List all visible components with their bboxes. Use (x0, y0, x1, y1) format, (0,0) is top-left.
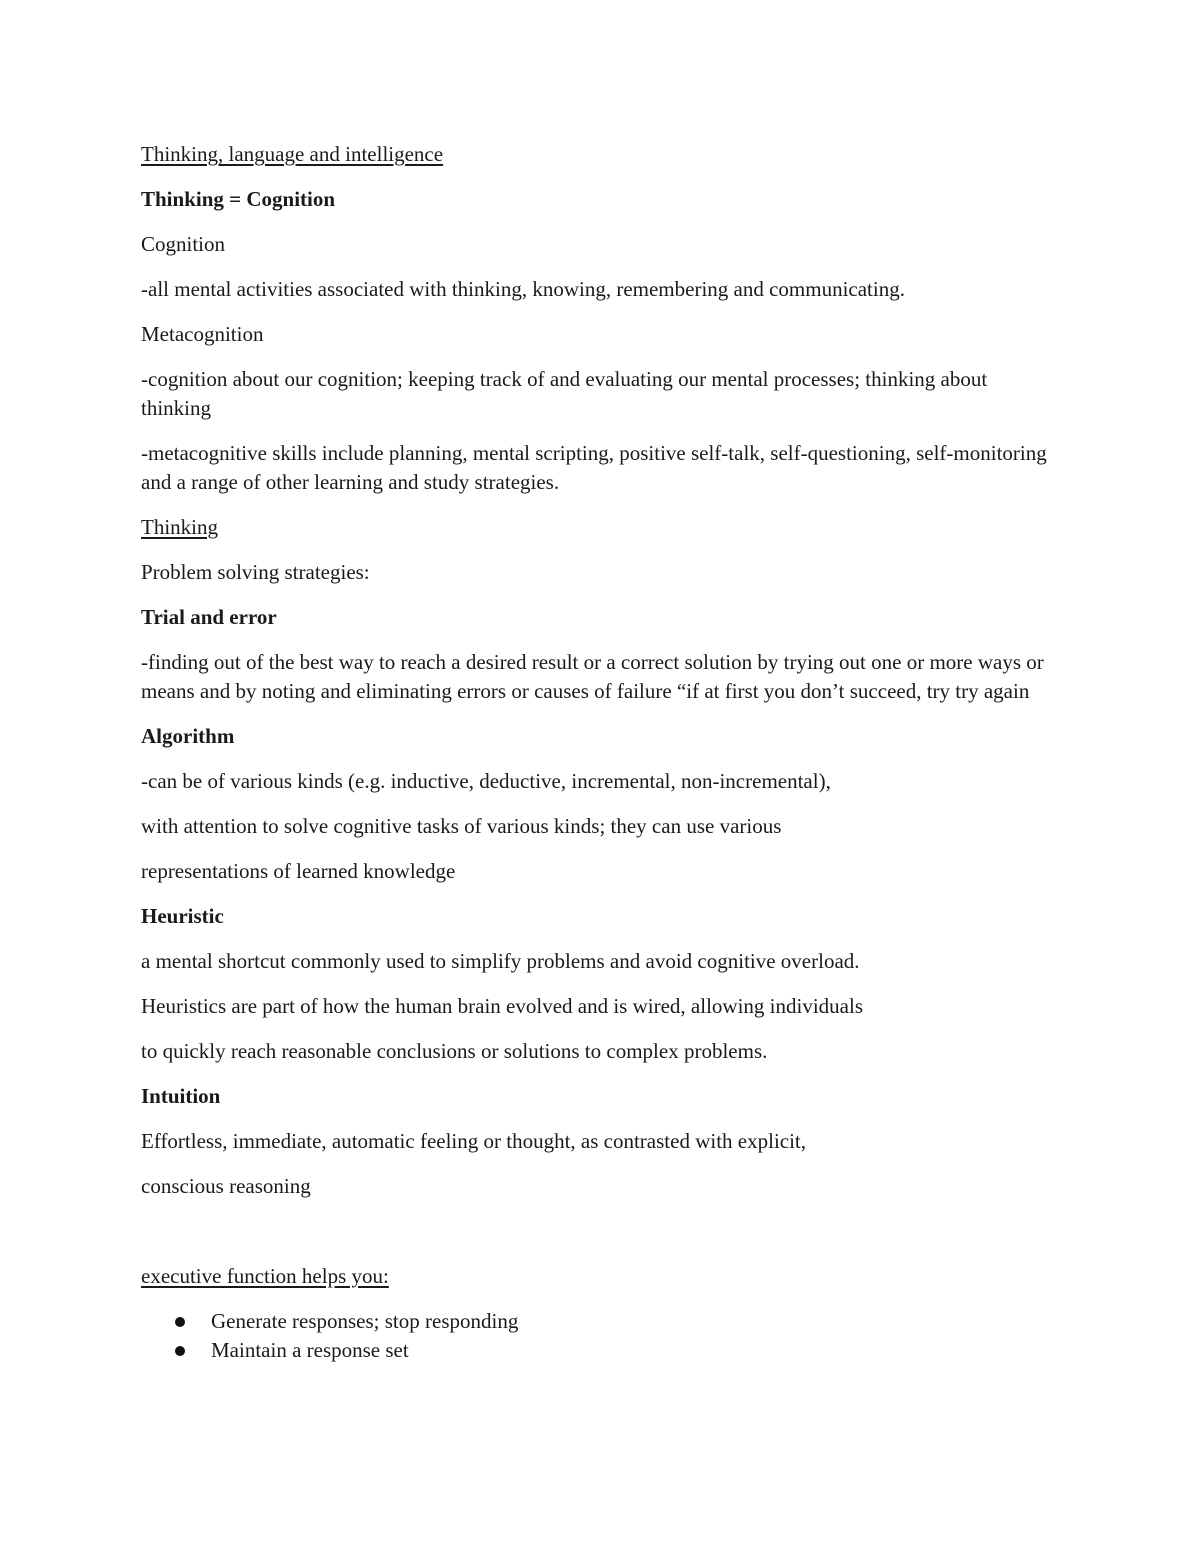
metacognition-label: Metacognition (141, 322, 264, 346)
bullet-icon (175, 1346, 185, 1356)
cognition-definition: -all mental activities associated with thinking, knowing, remembering and communicating. (141, 277, 905, 301)
intuition-line-1: Effortless, immediate, automatic feeling or thought, as contrasted with explicit, (141, 1129, 807, 1153)
trial-and-error-text: -finding out of the best way to reach a desired result or a correct solution by trying out one or more ways or means and by noting and eliminating errors or causes of failure “if at first you don’t succeed, try try again (141, 650, 1044, 703)
heuristic-line-3: to quickly reach reasonable conclusions or solutions to complex problems. (141, 1039, 768, 1063)
list-item (141, 1307, 1061, 1336)
problem-solving-intro: Problem solving strategies: (141, 560, 370, 584)
executive-function-label: executive function helps you: (141, 1264, 389, 1288)
metacognition-skills: -metacognitive skills include planning, mental scripting, positive self-talk, self-questioning, self-monitoring and a range of other learning and study strategies. (141, 441, 1047, 494)
document-title: Thinking, language and intelligence (141, 142, 444, 166)
intuition-line-2: conscious reasoning (141, 1174, 311, 1198)
cognition-label: Cognition (141, 232, 226, 256)
blank-line (141, 1217, 1061, 1262)
document-body (141, 140, 1061, 1365)
algorithm-line-3: representations of learned knowledge (141, 859, 456, 883)
heuristic-line-1: a mental shortcut commonly used to simplify problems and avoid cognitive overload. (141, 949, 860, 973)
algorithm-line-1: -can be of various kinds (e.g. inductive, deductive, incremental, non-incremental), (141, 769, 831, 793)
heading-trial-and-error: Trial and error (141, 605, 277, 629)
metacognition-definition: -cognition about our cognition; keeping track of and evaluating our mental processes; thinking about thinking (141, 367, 988, 420)
heading-heuristic: Heuristic (141, 904, 224, 928)
heuristic-line-2: Heuristics are part of how the human brain evolved and is wired, allowing individuals (141, 994, 863, 1018)
algorithm-line-2: with attention to solve cognitive tasks of various kinds; they can use various (141, 814, 782, 838)
list-item-text: Maintain a response set (211, 1338, 409, 1362)
list-item-text: Generate responses; stop responding (211, 1309, 519, 1333)
heading-algorithm: Algorithm (141, 724, 235, 748)
heading-thinking-cognition: Thinking = Cognition (141, 187, 336, 211)
executive-function-list (141, 1307, 1061, 1365)
bullet-icon (175, 1317, 185, 1327)
heading-intuition: Intuition (141, 1084, 221, 1108)
list-item (141, 1336, 1061, 1365)
thinking-section-label: Thinking (141, 515, 218, 539)
